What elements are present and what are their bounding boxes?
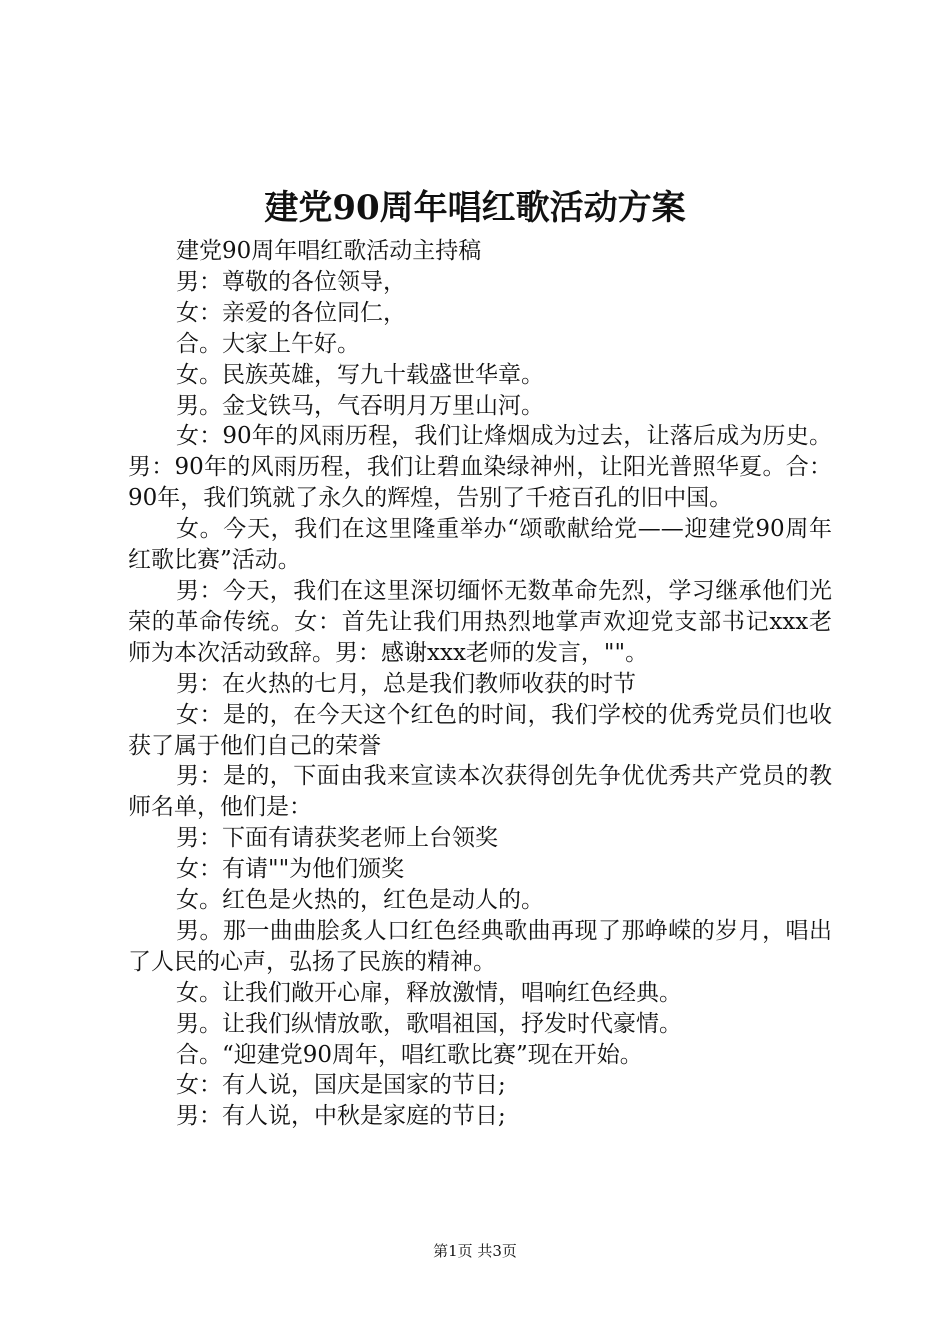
paragraph: 女。民族英雄，写九十载盛世华章。	[176, 361, 544, 388]
paragraph: 女：亲爱的各位同仁，	[176, 299, 406, 326]
paragraph: 合。大家上午好。	[176, 330, 360, 357]
paragraph: 女。让我们敞开心扉，释放激情，唱响红色经典。	[176, 979, 682, 1006]
paragraph: 女：是的，在今天这个红色的时间，我们学校的优秀党员们也收获了属于他们自己的荣誉	[128, 701, 832, 759]
paragraph: 建党90周年唱红歌活动主持稿	[176, 238, 482, 264]
paragraph: 女：90年的风雨历程，我们让烽烟成为过去，让落后成为历史。男：90年的风雨历程，我们让碧血染绿神州，让阳光普照华夏。合：90年，我们筑就了永久的辉煌，告别了千疮百孔的旧中国。	[128, 423, 832, 512]
paragraph: 女：有人说，国庆是国家的节日;	[176, 1072, 506, 1099]
paragraph: 男。那一曲曲脍炙人口红色经典歌曲再现了那峥嵘的岁月，唱出了人民的心声，弘扬了民族的精神。	[128, 917, 832, 975]
paragraph: 合。“迎建党90周年，唱红歌比赛”现在开始。	[176, 1041, 643, 1068]
paragraph: 女：有请""为他们颁奖	[176, 856, 405, 883]
paragraph: 男。让我们纵情放歌，歌唱祖国，抒发时代豪情。	[176, 1010, 682, 1037]
paragraph: 男：在火热的七月，总是我们教师收获的时节	[176, 670, 636, 697]
paragraph: 男：尊敬的各位领导，	[176, 268, 406, 295]
paragraph: 男：下面有请获奖老师上台领奖	[176, 825, 498, 852]
page-number-footer: 第1页 共3页	[433, 1242, 517, 1260]
document-title: 建党90周年唱红歌活动方案	[264, 188, 686, 228]
paragraph: 男：今天，我们在这里深切缅怀无数革命先烈，学习继承他们光荣的革命传统。女：首先让我们用热烈地掌声欢迎党支部书记xxx老师为本次活动致辞。男：感谢xxx老师的发言，""。	[128, 577, 832, 666]
document-body	[128, 236, 832, 1132]
paragraph: 女。红色是火热的，红色是动人的。	[176, 887, 544, 914]
paragraph: 男。金戈铁马，气吞明月万里山河。	[176, 392, 544, 419]
paragraph: 女。今天，我们在这里隆重举办“颂歌献给党——迎建党90周年红歌比赛”活动。	[128, 516, 832, 574]
paragraph: 男：有人说，中秋是家庭的节日;	[176, 1103, 506, 1130]
paragraph: 男：是的，下面由我来宣读本次获得创先争优优秀共产党员的教师名单，他们是：	[128, 763, 832, 821]
